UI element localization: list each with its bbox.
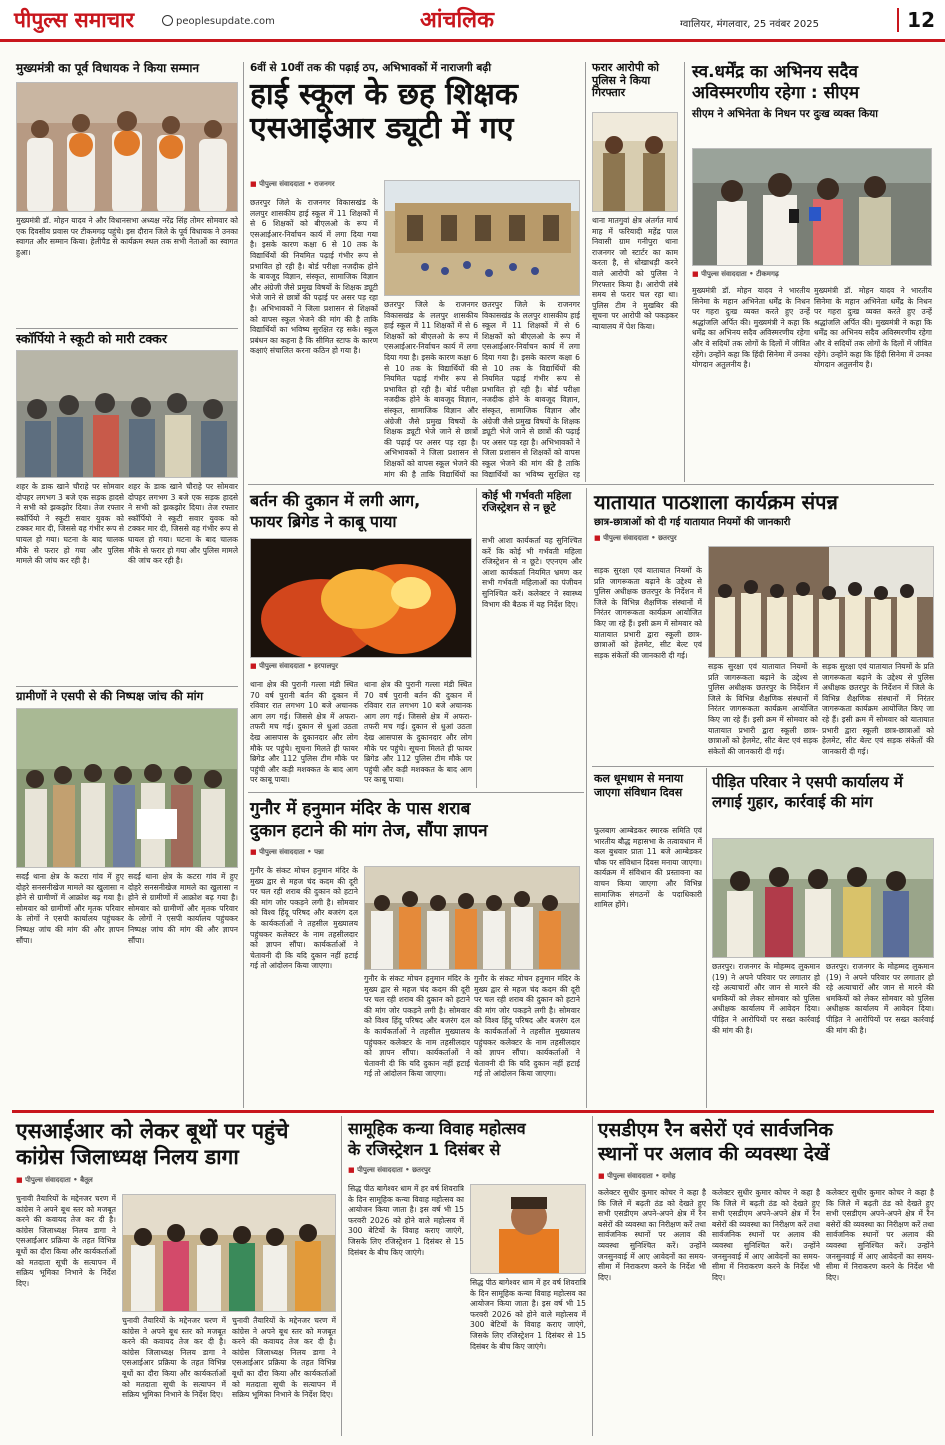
photo-scorpio-crowd bbox=[16, 350, 238, 478]
headline-line2: के रजिस्ट्रेशन 1 दिसंबर से bbox=[348, 1140, 501, 1159]
article-body: गुनौर के संकट मोचन हनुमान मंदिर के मुख्य द्वार से महज चंद कदम की दूरी पर चल रही शराब की दुकान को हटाने की मांग जोर पकड़ने लगी है। सोमवार को विश्व हिंदू परिषद और बजरंग दल के कार्यकर्ताओं ने तहसील मुख्यालय पहुंचकर कलेक्टर के नाम तहसीलदार को ज्ञापन सौंपा। कार्यकर्ताओं ने चेतावनी दी कि यदि दुकान नहीं हटाई गई तो आंदोलन किया जाएगा। bbox=[250, 866, 358, 971]
headline: स्कॉर्पियो ने स्कूटी को मारी टक्कर bbox=[16, 331, 167, 346]
photo-victim-family bbox=[712, 838, 934, 958]
kicker: 6वीं से 10वीं तक की पढ़ाई ठप, अभिभावकों में नाराजगी बढ़ी bbox=[250, 62, 492, 74]
photo-cm-honour bbox=[16, 82, 238, 212]
article-utensil-fire bbox=[250, 490, 472, 532]
section-title: आंचलिक bbox=[420, 7, 494, 33]
photo-cm-press bbox=[692, 148, 932, 266]
photo-arrest bbox=[592, 112, 678, 212]
article-body-continued: गुनौर के संकट मोचन हनुमान मंदिर के मुख्य द्वार से महज चंद कदम की दूरी पर चल रही शराब की दुकान को हटाने की मांग जोर पकड़ने लगी है। सोमवार को विश्व हिंदू परिषद और बजरंग दल के कार्यकर्ताओं ने तहसील मुख्यालय पहुंचकर कलेक्टर के नाम तहसीलदार को ज्ञापन सौंपा। कार्यकर्ताओं ने चेतावनी दी कि यदि दुकान नहीं हटाई गई तो आंदोलन किया जाएगा। bbox=[364, 974, 470, 1079]
photo-scorpio-svg bbox=[17, 351, 238, 478]
article-body: सड़क सुरक्षा एवं यातायात नियमों के प्रति जागरूकता बढ़ाने के उद्देश्य से पुलिस अधीक्षक छतरपुर के निर्देशन में जिले के विभिन्न शैक्षणिक संस्थानों में निरंतर जागरूकता कार्यक्रम आयोजित किए जा रहे हैं। इसी क्रम में सोमवार को यातायात प्रभारी द्वारा स्कूली छात्र-छात्राओं को हेलमेट, सीट बेल्ट एवं सड़क संकेतों की जानकारी दी गई। bbox=[594, 566, 702, 660]
article-pregnant-reg bbox=[482, 490, 582, 514]
photo-victim-family-svg bbox=[713, 839, 934, 958]
headline-line1: एसडीएम रैन बसेरों एवं सार्वजनिक bbox=[598, 1119, 834, 1141]
article-body: मुख्यमंत्री डॉ. मोहन यादव ने भारतीय सिनेमा के महान अभिनेता धर्मेंद्र के निधन पर गहरा दुःख व्यक्त करते हुए उन्हें श्रद्धांजलि अर्पित की। मुख्यमंत्री ने कहा कि धर्मेंद्र का अभिनय सदैव अविस्मरणीय रहेगा और वे सदियों तक लोगों के दिलों में जीवित रहेंगे। उन्होंने कहा कि हिंदी सिनेमा में उनका योगदान अतुलनीय है। bbox=[692, 286, 810, 370]
headline: कल धूमधाम से मनाया जाएगा संविधान दिवस bbox=[594, 772, 684, 799]
headline-line2: फायर ब्रिगेड ने काबू पाया bbox=[250, 512, 397, 531]
article-body-continued-2: सड़क सुरक्षा एवं यातायात नियमों के प्रति जागरूकता बढ़ाने के उद्देश्य से पुलिस अधीक्षक छतरपुर के निर्देशन में जिले के विभिन्न शैक्षणिक संस्थानों में निरंतर जागरूकता कार्यक्रम आयोजित किए जा रहे हैं। इसी क्रम में सोमवार को यातायात प्रभारी द्वारा स्कूली छात्र-छात्राओं को हेलमेट, सीट बेल्ट एवं सड़क संकेतों की जानकारी दी गई। bbox=[822, 662, 934, 756]
byline: ■ पीपुल्स संवाददाता • राजनगर bbox=[250, 180, 380, 189]
newspaper-brand: पीपुल्स समाचार bbox=[14, 7, 135, 32]
divider bbox=[248, 792, 584, 793]
photo-arrest-svg bbox=[593, 113, 678, 212]
article-villagers bbox=[16, 690, 238, 703]
byline: ■ पीपुल्स संवाददाता • पन्ना bbox=[250, 848, 580, 857]
headline: पीड़ित परिवार ने एसपी कार्यालय में लगाई गुहार, कार्रवाई की मांग bbox=[712, 773, 903, 811]
column-rule bbox=[476, 488, 477, 788]
byline: ■ पीपुल्स संवाददाता • छतरपुर bbox=[594, 534, 934, 543]
byline: ■ पीपुल्स संवाददाता • टीकमगढ़ bbox=[692, 270, 932, 279]
photo-school bbox=[384, 180, 580, 296]
headline-line2: कांग्रेस जिलाध्यक्ष निलय डागा bbox=[16, 1145, 239, 1169]
article-body-continued: सिद्ध पीठ बागेश्वर धाम में हर वर्ष शिवरात्रि के दिन सामूहिक कन्या विवाह महोत्सव का आयोजन किया जाता है। इस वर्ष भी 15 फरवरी 2026 को होने वाले महोत्सव में 300 बेटियों के विवाह कराए जाएंगे, जिसके लिए रजिस्ट्रेशन 1 दिसंबर से 15 दिसंबर के बीच किए जाएंगे। bbox=[470, 1278, 586, 1351]
article-body: कलेक्टर सुधीर कुमार कोचर ने कहा है कि जिले में बढ़ती ठंड को देखते हुए सभी एसडीएम अपने-अपने क्षेत्र में रैन बसेरों की व्यवस्था का निरीक्षण करें तथा सार्वजनिक स्थानों पर अलाव की व्यवस्था सुनिश्चित करें। उन्होंने जनसुनवाई में आए आवेदनों का समय-सीमा में निराकरण करने के निर्देश भी दिए। bbox=[598, 1188, 706, 1282]
article-body: थाना मातगुवां क्षेत्र अंतर्गत मार्च माह में फरियादी महेंद्र पाल निवासी ग्राम गनीपुरा थाना राजनगर जो स्टार्टर का काम करता है, से धोखाधड़ी करने वाले आरोपी को पुलिस ने गिरफ्तार किया है। आरोपी लंबे समय से फरार चल रहा था। पुलिस टीम ने मुखबिर की सूचना पर आरोपी को पकड़कर न्यायालय में पेश किया। bbox=[592, 216, 678, 331]
article-body-continued: मुख्यमंत्री डॉ. मोहन यादव ने भारतीय सिनेमा के महान अभिनेता धर्मेंद्र के निधन पर गहरा दुःख व्यक्त करते हुए उन्हें श्रद्धांजलि अर्पित की। मुख्यमंत्री ने कहा कि धर्मेंद्र का अभिनय सदैव अविस्मरणीय रहेगा और वे सदियों तक लोगों के दिलों में जीवित रहेंगे। उन्होंने कहा कि हिंदी सिनेमा में उनका योगदान अतुलनीय है। bbox=[814, 286, 932, 370]
headline: मुख्यमंत्री का पूर्व विधायक ने किया सम्मान bbox=[16, 61, 200, 75]
article-body: सभी आशा कार्यकर्ता यह सुनिश्चित करें कि कोई भी गर्भवती महिला रजिस्ट्रेशन से न छूटे। एएनएम और आशा कार्यकर्ता नियमित भ्रमण कर सभी गर्भवती महिलाओं का पंजीयन सुनिश्चित करें। कलेक्टर ने स्वास्थ्य विभाग की बैठक में यह निर्देश दिए। bbox=[482, 536, 582, 609]
article-constitution-day bbox=[594, 772, 702, 800]
page-number: 12 bbox=[897, 8, 935, 32]
article-fraud-arrest bbox=[592, 62, 678, 100]
article-body-continued-2: गुनौर के संकट मोचन हनुमान मंदिर के मुख्य द्वार से महज चंद कदम की दूरी पर चल रही शराब की दुकान को हटाने की मांग जोर पकड़ने लगी है। सोमवार को विश्व हिंदू परिषद और बजरंग दल के कार्यकर्ताओं ने तहसील मुख्यालय पहुंचकर कलेक्टर के नाम तहसीलदार को ज्ञापन सौंपा। कार्यकर्ताओं ने चेतावनी दी कि यदि दुकान नहीं हटाई गई तो आंदोलन किया जाएगा। bbox=[474, 974, 580, 1079]
article-body-continued: कलेक्टर सुधीर कुमार कोचर ने कहा है कि जिले में बढ़ती ठंड को देखते हुए सभी एसडीएम अपने-अपने क्षेत्र में रैन बसेरों की व्यवस्था का निरीक्षण करें तथा सार्वजनिक स्थानों पर अलाव की व्यवस्था सुनिश्चित करें। उन्होंने जनसुनवाई में आए आवेदनों का समय-सीमा में निराकरण करने के निर्देश भी दिए। bbox=[712, 1188, 820, 1282]
photo-cm-press-svg bbox=[693, 149, 932, 266]
photo-cm-honour-svg bbox=[17, 83, 238, 212]
article-teachers bbox=[250, 62, 580, 146]
headline-line2: दुकान हटाने की मांग तेज, सौंपा ज्ञापन bbox=[250, 821, 488, 841]
website-text: peoplesupdate.com bbox=[176, 16, 275, 27]
divider bbox=[592, 766, 934, 767]
column-rule bbox=[341, 1116, 342, 1436]
subhead: सीएम ने अभिनेता के निधन पर दुःख व्यक्त किया bbox=[692, 108, 878, 120]
headline: ग्रामीणों ने एसपी से की निष्पक्ष जांच की मांग bbox=[16, 689, 204, 703]
article-body-continued-2: छतरपुर जिले के राजनगर विकासखंड के ललपुर शासकीय हाई स्कूल में 11 शिक्षकों में से 6 शिक्षकों को बीएलओ के रूप में एसआईआर-निर्वाचन कार्य में लगा दिया गया है। इसके कारण कक्षा 6 से 10 तक के विद्यार्थियों की नियमित पढ़ाई गंभीर रूप से प्रभावित हो रही है। बोर्ड परीक्षा नजदीक होने के बावजूद विज्ञान, संस्कृत, सामाजिक विज्ञान और अंग्रेजी जैसे प्रमुख विषयों के शिक्षक ड्यूटी भेजे जाने से छात्रों की पढ़ाई पर असर पड़ रहा है। अभिभावकों ने जिला प्रशासन से शिक्षकों को वापस स्कूल भेजने की मांग की है ताकि विद्यार्थियों का भविष्य सुरक्षित रह bbox=[482, 300, 580, 479]
article-dharmendra bbox=[692, 62, 932, 120]
photo-traffic-class-svg bbox=[709, 547, 934, 658]
article-body: सिद्ध पीठ बागेश्वर धाम में हर वर्ष शिवरात्रि के दिन सामूहिक कन्या विवाह महोत्सव का आयोजन किया जाता है। इस वर्ष भी 15 फरवरी 2026 को होने वाले महोत्सव में 300 बेटियों के विवाह कराए जाएंगे, जिसके लिए रजिस्ट्रेशन 1 दिसंबर से 15 दिसंबर के बीच किए जाएंगे। bbox=[348, 1184, 464, 1257]
headline-line1: सामूहिक कन्या विवाह महोत्सव bbox=[348, 1119, 526, 1138]
headline-line2: स्थानों पर अलाव की व्यवस्था देखें bbox=[598, 1143, 830, 1165]
website-link[interactable] bbox=[162, 15, 275, 27]
dharmendra-byline-wrap bbox=[692, 270, 932, 282]
column-rule bbox=[684, 62, 685, 482]
headline: कोई भी गर्भवती महिला रजिस्ट्रेशन से न छूटे bbox=[482, 490, 572, 515]
photo-school-svg bbox=[385, 181, 580, 296]
teachers-byline-wrap bbox=[250, 180, 380, 192]
article-gunaur-liquor bbox=[250, 798, 580, 860]
photo-shastri-svg bbox=[471, 1185, 586, 1274]
article-body-continued: शहर के डाक खाने चौराहे पर सोमवार दोपहर लगभग 3 बजे एक सड़क हादसे ने सभी को झकझोर दिया। तेज रफ्तार स्कॉर्पियो ने स्कूटी सवार युवक को टक्कर मार दी, जिससे वह गंभीर रूप से घायल हो गया। घटना के बाद चालक मौके से फरार हो गया और पुलिस मामले की जांच कर रही है। bbox=[128, 482, 238, 566]
photo-dhirendra-shastri bbox=[470, 1184, 586, 1274]
dateline: ग्वालियर, मंगलवार, 25 नवंबर 2025 bbox=[680, 19, 820, 30]
headline-line1: हाई स्कूल के छह शिक्षक bbox=[250, 77, 518, 113]
column-rule bbox=[592, 1116, 593, 1436]
article-body: मुख्यमंत्री डॉ. मोहन यादव ने और विधानसभा अध्यक्ष नरेंद्र सिंह तोमर सोमवार को एक दिवसीय प्रवास पर टीकमगढ़ पहुंचे। इस दौरान जिले के पूर्व विधायक ने उनका स्वागत और सम्मान किया। हेलीपैड से कार्यक्रम स्थल तक सभी नेताओं का स्वागत हुआ। bbox=[16, 216, 238, 257]
photo-memorandum bbox=[364, 866, 580, 970]
headline: स्व.धर्मेंद्र का अभिनय सदैव अविस्मरणीय रहेगा : सीएम bbox=[692, 62, 860, 103]
byline: ■ पीपुल्स संवाददाता • दमोह bbox=[598, 1172, 934, 1181]
headline: यातायात पाठशाला कार्यक्रम संपन्न bbox=[594, 490, 838, 514]
byline: ■ पीपुल्स संवाददाता • हरपालपुर bbox=[250, 662, 472, 671]
divider bbox=[16, 328, 238, 329]
masthead bbox=[0, 0, 945, 42]
column-rule bbox=[706, 768, 707, 1108]
photo-traffic-class bbox=[708, 546, 934, 658]
divider bbox=[16, 686, 238, 687]
article-traffic-school bbox=[594, 490, 934, 546]
article-sdm-shelter bbox=[598, 1118, 934, 1184]
column-rule bbox=[585, 62, 586, 482]
article-mass-wedding bbox=[348, 1118, 586, 1178]
subhead: छात्र-छात्राओं को दी गई यातायात नियमों की जानकारी bbox=[594, 517, 791, 528]
headline-line1: एसआईआर को लेकर बूथों पर पहुंचे bbox=[16, 1119, 289, 1143]
column-rule bbox=[243, 62, 244, 1108]
article-body: छतरपुर जिले के राजनगर विकासखंड के ललपुर शासकीय हाई स्कूल में 11 शिक्षकों में से 6 शिक्षकों को बीएलओ के रूप में एसआईआर-निर्वाचन कार्य में लगा दिया गया है। इसके कारण कक्षा 6 से 10 तक के विद्यार्थियों की नियमित पढ़ाई गंभीर रूप से प्रभावित हो रही है। बोर्ड परीक्षा नजदीक होने के बावजूद विज्ञान, संस्कृत, सामाजिक विज्ञान और अंग्रेजी जैसे प्रमुख विषयों के शिक्षक ड्यूटी भेजे जाने से छात्रों की पढ़ाई पर असर पड़ रहा है। अभिभावकों ने जिला प्रशासन से शिक्षकों को वापस स्कूल भेजने की मांग की है ताकि विद्यार्थियों का भविष्य सुरक्षित रह सके। स्कूल प्रबंधन का कहना है कि सीमित स्टाफ के कारण कक्षाएं संचालित करना कठिन हो गया है। bbox=[250, 198, 378, 356]
article-body-continued-2: कलेक्टर सुधीर कुमार कोचर ने कहा है कि जिले में बढ़ती ठंड को देखते हुए सभी एसडीएम अपने-अपने क्षेत्र में रैन बसेरों की व्यवस्था का निरीक्षण करें तथा सार्वजनिक स्थानों पर अलाव की व्यवस्था सुनिश्चित करें। उन्होंने जनसुनवाई में आए आवेदनों का समय-सीमा में निराकरण करने के निर्देश भी दिए। bbox=[826, 1188, 934, 1282]
article-body-continued: सदर्ई थाना क्षेत्र के कटरा गांव में हुए दोहरे सनसनीखेज मामले का खुलासा न होने से ग्रामीणों में आक्रोश बढ़ गया है। सोमवार को ग्रामीणों और मृतक परिवार के लोगों ने एसपी कार्यालय पहुंचकर निष्पक्ष जांच की मांग की और ज्ञापन सौंपा। bbox=[128, 872, 238, 945]
article-body: चुनावी तैयारियों के मद्देनजर चरण में कांग्रेस ने अपने बूथ स्तर को मजबूत करने की कवायद तेज कर दी है। कांग्रेस जिलाध्यक्ष निलय डागा ने एसआईआर प्रक्रिया के तहत विभिन्न बूथों का दौरा किया और कार्यकर्ताओं को मतदाता सूची के सत्यापन में सक्रिय भूमिका निभाने के निर्देश दिए। bbox=[16, 1194, 116, 1288]
article-victim-family bbox=[712, 772, 934, 812]
article-body-continued: सड़क सुरक्षा एवं यातायात नियमों के प्रति जागरूकता बढ़ाने के उद्देश्य से पुलिस अधीक्षक छतरपुर के निर्देशन में जिले के विभिन्न शैक्षणिक संस्थानों में निरंतर जागरूकता कार्यक्रम आयोजित किए जा रहे हैं। इसी क्रम में सोमवार को यातायात प्रभारी द्वारा स्कूली छात्र-छात्राओं को हेलमेट, सीट बेल्ट एवं सड़क संकेतों की जानकारी दी गई। bbox=[708, 662, 818, 756]
headline-line2: एसआईआर ड्यूटी में गए bbox=[250, 111, 514, 147]
photo-congress bbox=[122, 1194, 336, 1312]
photo-congress-svg bbox=[123, 1195, 336, 1312]
globe-icon bbox=[162, 15, 173, 26]
photo-fire bbox=[250, 538, 472, 658]
fire-byline-wrap bbox=[250, 662, 472, 674]
article-scorpio bbox=[16, 332, 238, 346]
article-body-continued: छतरपुर जिले के राजनगर विकासखंड के ललपुर शासकीय हाई स्कूल में 11 शिक्षकों में से 6 शिक्षकों को बीएलओ के रूप में एसआईआर-निर्वाचन कार्य में लगा दिया गया है। इसके कारण कक्षा 6 से 10 तक के विद्यार्थियों की नियमित पढ़ाई गंभीर रूप से प्रभावित हो रही है। बोर्ड परीक्षा नजदीक होने के बावजूद विज्ञान, संस्कृत, सामाजिक विज्ञान और अंग्रेजी जैसे प्रमुख विषयों के शिक्षक ड्यूटी भेजे जाने से छात्रों की पढ़ाई पर असर पड़ रहा है। अभिभावकों ने जिला प्रशासन से शिक्षकों को वापस स्कूल भेजने की मांग की है ताकि विद्यार्थियों का bbox=[384, 300, 478, 479]
article-body-continued: थाना क्षेत्र की पुरानी गल्ला मंडी स्थित 70 वर्ष पुरानी बर्तन की दुकान में रविवार रात लगभग 10 बजे अचानक आग लग गई। जिससे क्षेत्र में अफरा-तफरी मच गई। दुकान से धुआं उठता देख आसपास के दुकानदार और लोग मौके पर पहुंचे। सूचना मिलते ही फायर ब्रिगेड और 112 पुलिस टीम मौके पर पहुंची और कड़ी मशक्कत के बाद आग पर काबू पाया। bbox=[364, 680, 472, 785]
photo-villagers bbox=[16, 708, 238, 868]
article-body: थाना क्षेत्र की पुरानी गल्ला मंडी स्थित 70 वर्ष पुरानी बर्तन की दुकान में रविवार रात लगभग 10 बजे अचानक आग लग गई। जिससे क्षेत्र में अफरा-तफरी मच गई। दुकान से धुआं उठता देख आसपास के दुकानदार और लोग मौके पर पहुंचे। सूचना मिलते ही फायर ब्रिगेड और 112 पुलिस टीम मौके पर पहुंची और कड़ी मशक्कत के बाद आग पर काबू पाया। bbox=[250, 680, 358, 785]
headline: फरार आरोपी को पुलिस ने किया गिरफ्तार bbox=[592, 61, 659, 100]
article-congress-sir bbox=[16, 1118, 336, 1188]
article-body: फूलबाग आम्बेडकर स्मारक समिति एवं भारतीय बौद्ध महासभा के तत्वावधान में कल बुधवार प्रातः 11 बजे आम्बेडकर चौक पर संविधान दिवस मनाया जाएगा। कार्यक्रम में संविधान की प्रस्तावना का वाचन किया जाएगा और विभिन्न सामाजिक संगठनों के पदाधिकारी शामिल होंगे। bbox=[594, 826, 702, 910]
article-cm-honour bbox=[16, 62, 238, 80]
article-body: छतरपुर। राजनगर के मोहम्मद लुकमान (19) ने अपने परिवार पर लगातार हो रहे अत्याचारों और जान से मारने की धमकियों को लेकर सोमवार को पुलिस अधीक्षक कार्यालय में आवेदन दिया। पीड़ित ने आरोपियों पर सख्त कार्रवाई की मांग की है। bbox=[712, 962, 820, 1035]
photo-memorandum-svg bbox=[365, 867, 580, 970]
byline: ■ पीपुल्स संवाददाता • बैतूल bbox=[16, 1176, 336, 1185]
headline-line1: बर्तन की दुकान में लगी आग, bbox=[250, 491, 421, 510]
photo-fire-svg bbox=[251, 539, 472, 658]
article-body-continued: चुनावी तैयारियों के मद्देनजर चरण में कांग्रेस ने अपने बूथ स्तर को मजबूत करने की कवायद तेज कर दी है। कांग्रेस जिलाध्यक्ष निलय डागा ने एसआईआर प्रक्रिया के तहत विभिन्न बूथों का दौरा किया और कार्यकर्ताओं को मतदाता सूची के सत्यापन में सक्रिय भूमिका निभाने के निर्देश दिए। bbox=[122, 1316, 226, 1400]
bottom-band-rule bbox=[12, 1110, 934, 1113]
headline-line1: गुनौर में हनुमान मंदिर के पास शराब bbox=[250, 799, 471, 819]
byline: ■ पीपुल्स संवाददाता • छतरपुर bbox=[348, 1166, 586, 1175]
article-body: सदर्ई थाना क्षेत्र के कटरा गांव में हुए दोहरे सनसनीखेज मामले का खुलासा न होने से ग्रामीणों में आक्रोश बढ़ गया है। सोमवार को ग्रामीणों और मृतक परिवार के लोगों ने एसपी कार्यालय पहुंचकर निष्पक्ष जांच की मांग की और ज्ञापन सौंपा। bbox=[16, 872, 124, 945]
photo-villagers-svg bbox=[17, 709, 238, 868]
column-rule bbox=[586, 488, 587, 1108]
article-body: शहर के डाक खाने चौराहे पर सोमवार दोपहर लगभग 3 बजे एक सड़क हादसे ने सभी को झकझोर दिया। तेज रफ्तार स्कॉर्पियो ने स्कूटी सवार युवक को टक्कर मार दी, जिससे वह गंभीर रूप से घायल हो गया। घटना के बाद चालक मौके से फरार हो गया और पुलिस मामले की जांच कर रही है। bbox=[16, 482, 124, 566]
article-body-continued: छतरपुर। राजनगर के मोहम्मद लुकमान (19) ने अपने परिवार पर लगातार हो रहे अत्याचारों और जान से मारने की धमकियों को लेकर सोमवार को पुलिस अधीक्षक कार्यालय में आवेदन दिया। पीड़ित ने आरोपियों पर सख्त कार्रवाई की मांग की है। bbox=[826, 962, 934, 1035]
divider bbox=[248, 484, 934, 485]
article-body-continued-2: चुनावी तैयारियों के मद्देनजर चरण में कांग्रेस ने अपने बूथ स्तर को मजबूत करने की कवायद तेज कर दी है। कांग्रेस जिलाध्यक्ष निलय डागा ने एसआईआर प्रक्रिया के तहत विभिन्न बूथों का दौरा किया और कार्यकर्ताओं को मतदाता सूची के सत्यापन में सक्रिय भूमिका निभाने के निर्देश दिए। bbox=[232, 1316, 336, 1400]
